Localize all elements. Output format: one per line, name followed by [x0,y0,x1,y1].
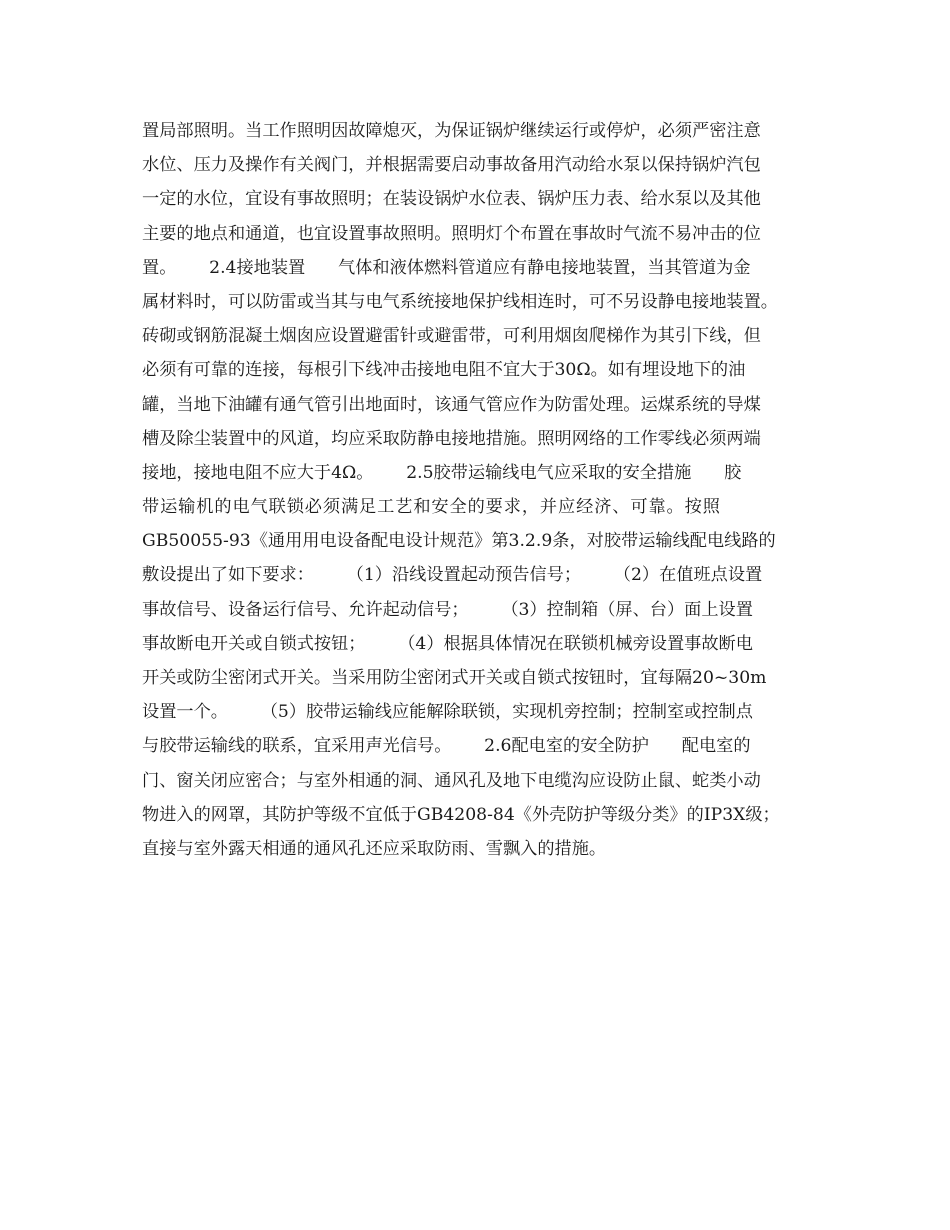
text-line: 开关或防尘密闭式开关。当采用防尘密闭式开关或自锁式按钮时，宜每隔20~30m [142,668,767,688]
text-line: 设置一个。 （5）胶带运输线应能解除联锁，实现机旁控制；控制室或控制点 [142,702,753,723]
text-line: 带运输机的电气联锁必须满足工艺和安全的要求，并应经济、可靠。按照 [142,497,721,518]
text-line: 一定的水位，宜设有事故照明；在装设锅炉水位表、锅炉压力表、给水泵以及其他 [142,189,761,210]
text-line: 事故信号、设备运行信号、允许起动信号； （3）控制箱（屏、台）面上设置 [142,599,753,620]
text-line: 门、窗关闭应密合；与室外相通的洞、通风孔及地下电缆沟应设防止鼠、蛇类小动 [142,770,761,791]
text-line: 罐，当地下油罐有通气管引出地面时，该通气管应作为防雷处理。运煤系统的导煤 [142,394,761,415]
text-line: 直接与室外露天相通的通风孔还应采取防雨、雪飘入的措施。 [142,838,607,859]
text-line: 槽及除尘装置中的风道，均应采取防静电接地措施。照明网络的工作零线必须两端 [142,428,761,449]
text-line: 敷设提出了如下要求： （1）沿线设置起动预告信号； （2）在值班点设置 [142,565,763,586]
text-line: 事故断电开关或自锁式按钮； （4）根据具体情况在联锁机械旁设置事故断电 [142,633,753,654]
text-line: 置局部照明。当工作照明因故障熄灭，为保证锅炉继续运行或停炉，必须严密注意 [142,121,761,141]
text-line: 砖砌或钢筋混凝土烟囱应设置避雷针或避雷带，可利用烟囱爬梯作为其引下线，但 [142,326,761,347]
body-paragraph [142,114,822,866]
text-line: 接地，接地电阻不应大于4Ω。 2.5胶带运输线电气应采取的安全措施 胶 [142,462,742,483]
text-line: 属材料时，可以防雷或当其与电气系统接地保护线相连时，可不另设静电接地装置。 [142,291,778,312]
text-line: GB50055-93《通用用电设备配电设计规范》第3.2.9条，对胶带运输线配电线路的 [142,531,776,552]
text-line: 必须有可靠的连接，每根引下线冲击接地电阻不宜大于30Ω。如有埋设地下的油 [142,360,746,381]
text-line: 水位、压力及操作有关阀门，并根据需要启动事故备用汽动给水泵以保持锅炉汽包 [142,155,761,176]
text-line: 置。 2.4接地装置 气体和液体燃料管道应有静电接地装置，当其管道为金 [142,257,751,278]
text-line: 与胶带运输线的联系，宜采用声光信号。 2.6配电室的安全防护 配电室的 [142,736,751,757]
text-line: 主要的地点和通道，也宜设置事故照明。照明灯个布置在事故时气流不易冲击的位 [142,223,761,244]
text-line: 物进入的网罩，其防护等级不宜低于GB4208-84《外壳防护等级分类》的IP3X级； [142,804,780,825]
